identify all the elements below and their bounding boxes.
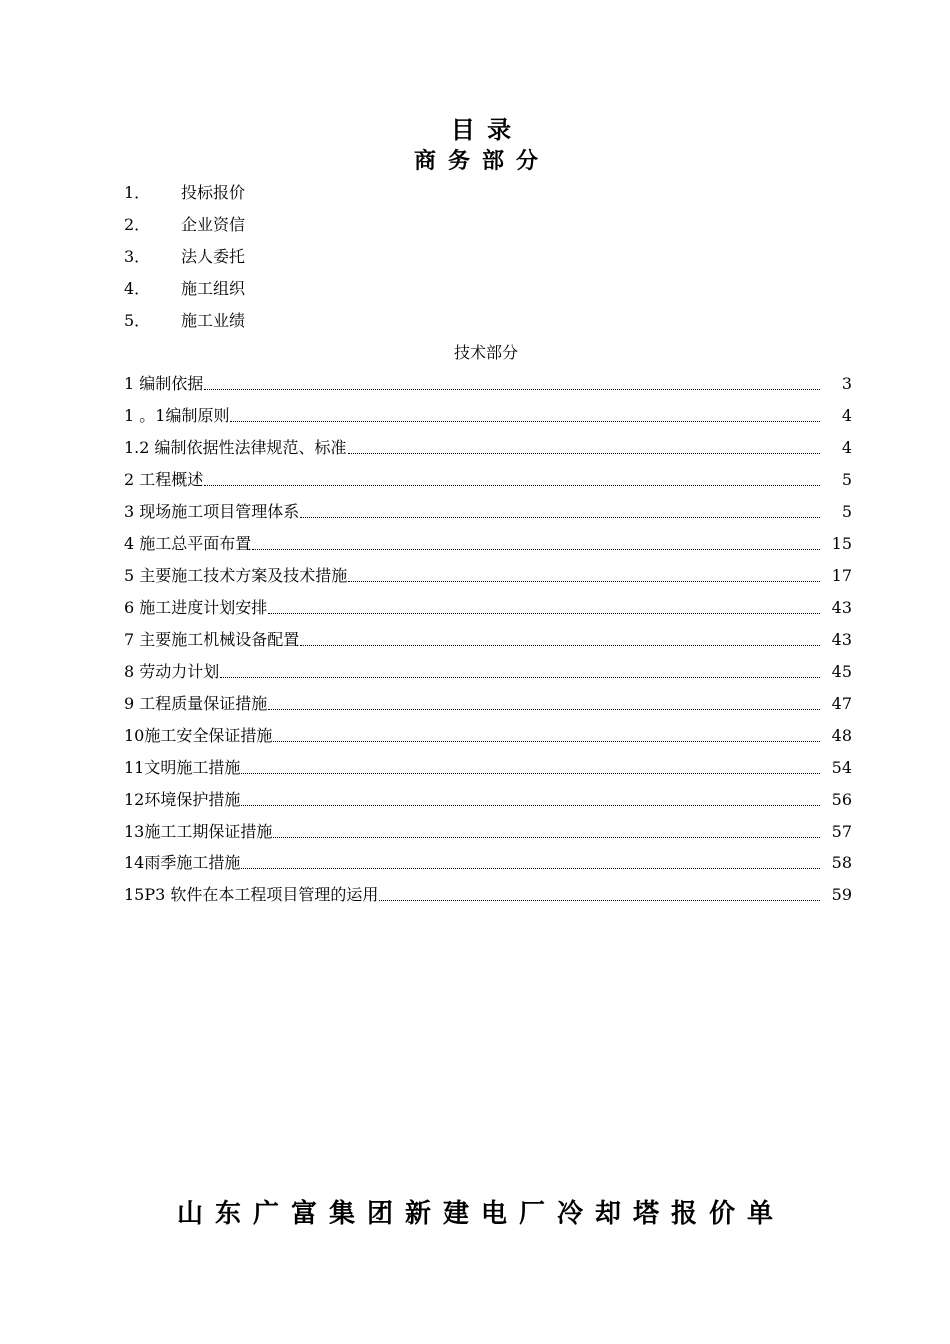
toc-entry-label: 6 施工进度计划安排 [124,598,268,617]
dot-leader [220,677,820,678]
dot-leader [379,900,820,901]
quotation-title: 山东广富集团新建电厂冷却塔报价单 [176,1199,785,1229]
toc-entry[interactable] [124,820,852,844]
dot-leader [241,773,820,774]
business-item [124,309,245,333]
toc-title: 目 录 [450,116,514,144]
business-item-number: 3． [124,247,151,266]
business-item [124,181,245,205]
business-item-number: 2． [124,215,151,234]
technical-section-title: 技术部分 [453,343,518,362]
toc-entry-page: 3 [841,374,852,393]
toc-entry-label: 15P3 软件在本工程项目管理的运用 [124,885,379,904]
business-item-label: 投标报价 [181,183,246,202]
business-section-title: 商务部分 [413,149,550,174]
toc-entry-label: 1 。1编制原则 [124,406,230,425]
business-item-number: 5． [124,311,151,330]
toc-entry-label: 7 主要施工机械设备配置 [124,630,300,649]
toc-entry[interactable] [124,468,852,492]
business-item-number: 1． [124,183,151,202]
toc-entry-page: 54 [831,758,852,777]
toc-entry[interactable] [124,883,852,907]
dot-leader [348,581,820,582]
dot-leader [204,389,820,390]
toc-entry-page: 59 [831,885,852,904]
toc-entry-label: 5 主要施工技术方案及技术措施 [124,566,348,585]
toc-entry-label: 8 劳动力计划 [124,662,220,681]
toc-entry-page: 57 [831,822,852,841]
toc-entry-page: 56 [831,790,852,809]
toc-entry-label: 12环境保护措施 [124,790,241,809]
toc-entry[interactable] [124,660,852,684]
toc-entry[interactable] [124,372,852,396]
toc-entry-page: 4 [841,406,852,425]
toc-entry[interactable] [124,692,852,716]
toc-entry[interactable] [124,500,852,524]
toc-entry[interactable] [124,628,852,652]
business-item-label: 施工组织 [181,279,246,298]
toc-entry[interactable] [124,756,852,780]
business-item-label: 法人委托 [181,247,246,266]
toc-entry-page: 43 [831,598,852,617]
toc-entry[interactable] [124,564,852,588]
toc-entry[interactable] [124,788,852,812]
toc-entry-label: 13施工工期保证措施 [124,822,273,841]
toc-entry-label: 3 现场施工项目管理体系 [124,502,300,521]
toc-entry-label: 10施工安全保证措施 [124,726,273,745]
business-item-number: 4． [124,279,151,298]
toc-entry-label: 4 施工总平面布置 [124,534,252,553]
toc-entry[interactable] [124,596,852,620]
toc-entry-page: 45 [831,662,852,681]
dot-leader [252,549,820,550]
business-item [124,213,245,237]
dot-leader [273,837,820,838]
toc-entry[interactable] [124,724,852,748]
toc-entry[interactable] [124,532,852,556]
toc-entry-label: 11文明施工措施 [124,758,241,777]
dot-leader [268,709,820,710]
toc-entry-page: 58 [831,853,852,872]
toc-entry-page: 5 [841,502,852,521]
toc-entry[interactable] [124,404,852,428]
dot-leader [268,613,820,614]
dot-leader [348,453,820,454]
toc-entry-page: 15 [831,534,852,553]
toc-entry-label: 1 编制依据 [124,374,204,393]
business-item-label: 施工业绩 [181,311,246,330]
dot-leader [300,645,820,646]
toc-entry-page: 17 [831,566,852,585]
toc-entry-page: 47 [831,694,852,713]
toc-entry-page: 4 [841,438,852,457]
toc-entry-label: 2 工程概述 [124,470,204,489]
dot-leader [300,517,820,518]
toc-entry-page: 48 [831,726,852,745]
dot-leader [241,805,820,806]
toc-entry-label: 1.2 编制依据性法律规范、标准 [124,438,347,457]
dot-leader [204,485,820,486]
business-item [124,277,245,301]
business-item-label: 企业资信 [181,215,246,234]
toc-entry-page: 5 [841,470,852,489]
dot-leader [273,741,820,742]
toc-entry-label: 9 工程质量保证措施 [124,694,268,713]
toc-entry-label: 14雨季施工措施 [124,853,241,872]
business-item [124,245,245,269]
toc-entry-page: 43 [831,630,852,649]
toc-entry[interactable] [124,851,852,875]
toc-entry[interactable] [124,436,852,460]
dot-leader [241,868,820,869]
dot-leader [230,421,820,422]
